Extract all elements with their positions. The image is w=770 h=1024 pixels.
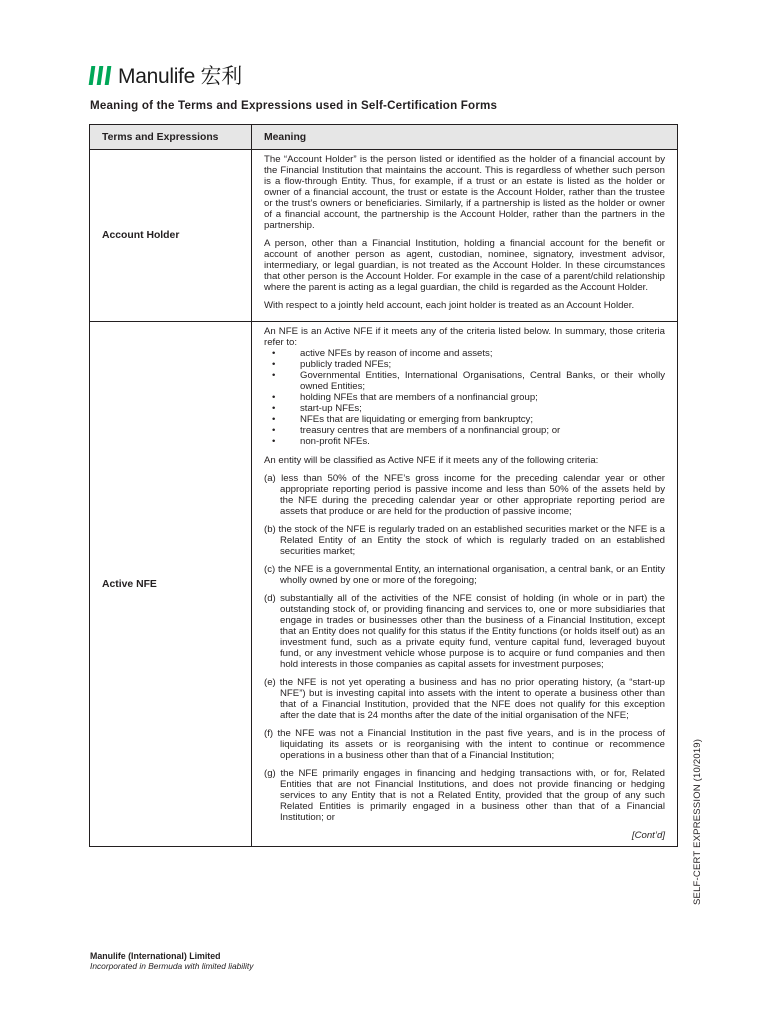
list-item: • publicly traded NFEs; (264, 359, 665, 370)
list-item: • NFEs that are liquidating or emerging from bankruptcy; (264, 414, 665, 425)
meaning-account-holder (252, 150, 678, 322)
criterion-item: (d) substantially all of the activities of the NFE consist of holding (in whole or in part) the outstanding stock of, or providing financing and services to, one or more subsidiaries that engage in trades or businesses other than the business of a Financial Institution, except that an Entity does not qualify for this status if the Entity functions (or holds itself out) as an investment fund, such as a private equity fund, venture capital fund, leveraged buyout fund, or any investment vehicle whose purpose is to acquire or fund companies and then hold interests in those companies as capital assets for investment purposes; (264, 593, 665, 670)
manulife-logo (90, 62, 242, 88)
account-holder-paragraph: The “Account Holder” is the person listed or identified as the holder of a financial account by the Financial Institution that maintains the account. This is regardless of whether such person is a flow-through Entity. Thus, for example, if a trust or an estate is listed as the holder or owner of a financial account, the trust or estate is the Account Holder, rather than the trustee or the trust’s owners or beneficiaries. Similarly, if a partnership is listed as the holder or owner of a financial account, the partnership is the Account Holder, rather than the partners in the partnership. (264, 154, 665, 231)
table-row-account-holder (90, 150, 678, 322)
active-nfe-lead: An entity will be classified as Active NFE if it meets any of the following criteria: (264, 455, 599, 466)
terms-table (89, 124, 678, 847)
criteria-summary-list (264, 348, 665, 447)
term-account-holder: Account Holder (90, 150, 252, 322)
term-active-nfe: Active NFE (90, 322, 252, 847)
table-header-row (90, 125, 678, 150)
table-row-active-nfe (90, 322, 678, 847)
account-holder-paragraph: A person, other than a Financial Institution, holding a financial account for the benefit or account of another person as agent, custodian, nominee, signatory, investment advisor, intermediary, or legal guardian, is not treated as the Account Holder. In these circumstances that other person is the Account Holder. For example in the case of a parent/child relationship where the parent is acting as a legal guardian, the child is regarded as the Account Holder. (264, 238, 665, 293)
list-item: • start-up NFEs; (264, 403, 665, 414)
criterion-item: (e) the NFE is not yet operating a business and has no prior operating history, (a “start-up NFE”) but is investing capital into assets with the intent to operate a business other than that of a Financial Institution, provided that the NFE does not qualify for this exception after the date that is 24 months after the date of the initial organisation of the NFE; (264, 677, 665, 721)
continued-marker: [Cont’d] (631, 830, 665, 841)
criterion-item: (a) less than 50% of the NFE’s gross income for the preceding calendar year or other appropriate reporting period is passive income and less than 50% of the assets held by the NFE during the preceding calendar year or other appropriate reporting period are assets that produce or are held for the production of passive income; (264, 473, 665, 517)
header-terms: Terms and Expressions (90, 125, 252, 150)
active-nfe-intro: An NFE is an Active NFE if it meets any of the criteria listed below. In summary, those criteria refer to: (264, 326, 665, 348)
footer-company: Manulife (International) Limited (90, 951, 221, 961)
criterion-item: (g) the NFE primarily engages in financing and hedging transactions with, or for, Related Entities that are not Financial Institutions, and does not provide financing or hedging services to any Entity that is not a Related Entity, provided that the group of any such Related Entities is primarily engaged in a business other than that of a Financial Institution; or (264, 768, 665, 823)
side-form-code: SELF-CERT EXPRESSION (10/2019) (692, 738, 703, 905)
criterion-item: (b) the stock of the NFE is regularly traded on an established securities market or the NFE is a Related Entity of an Entity the stock of which is regularly traded on an established securities market; (264, 524, 665, 557)
criterion-item: (c) the NFE is a governmental Entity, an international organisation, a central bank, or an Entity wholly owned by one or more of the foregoing; (264, 564, 665, 586)
list-item: • holding NFEs that are members of a nonfinancial group; (264, 392, 665, 403)
account-holder-paragraph: With respect to a jointly held account, each joint holder is treated as an Account Holder. (264, 300, 635, 311)
list-item: • treasury centres that are members of a nonfinancial group; or (264, 425, 665, 436)
list-item: • non-profit NFEs. (264, 436, 665, 447)
header-meaning: Meaning (252, 125, 678, 150)
footer (90, 951, 253, 971)
manulife-mark-icon (90, 66, 110, 85)
footer-incorporation: Incorporated in Bermuda with limited liability (90, 961, 254, 971)
page-title: Meaning of the Terms and Expressions used in Self-Certification Forms (90, 99, 498, 112)
list-item: • Governmental Entities, International Organisations, Central Banks, or their wholly owned Entities; (264, 370, 665, 392)
brand-name: Manulife 宏利 (118, 65, 242, 88)
criterion-item: (f) the NFE was not a Financial Institution in the past five years, and is in the process of liquidating its assets or is reorganising with the intent to continue or recommence operations in a business other than that of a Financial Institution; (264, 728, 665, 761)
list-item: • active NFEs by reason of income and assets; (264, 348, 665, 359)
meaning-active-nfe (252, 322, 678, 847)
